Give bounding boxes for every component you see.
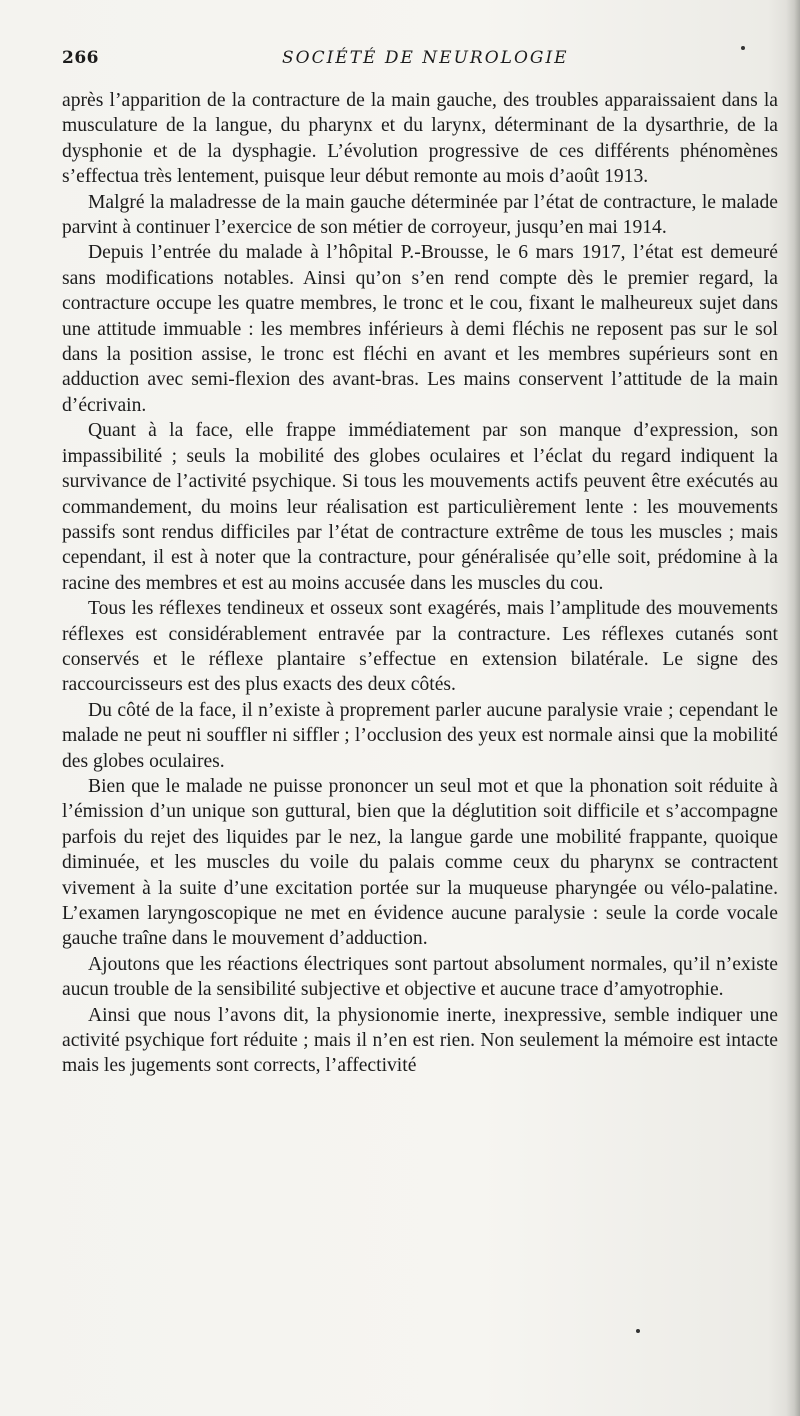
body-text xyxy=(62,88,778,1079)
ink-speck xyxy=(636,1329,640,1333)
page-edge-shadow xyxy=(786,0,800,1416)
running-head: SOCIÉTÉ DE NEUROLOGIE xyxy=(282,48,569,68)
paragraph: après l’apparition de la contracture de la main gauche, des troubles apparaissaient dans la musculature de la langue, du pharynx et du larynx, déterminant de la dysarthrie, de la dysphonie et de la dysphagie. L’évolution progressive de ces différents phénomènes s’effectua très lentement, puisque leur début remonte au mois d’août 1913. xyxy=(62,90,778,188)
paragraph: Quant à la face, elle frappe immédiatement par son manque d’expression, son impassibilité ; seuls la mobilité des globes oculaires et l’éclat du regard indiquent la survivance de l’activité psychique. Si tous les mouvements actifs peuvent être exécutés au commandement, du moins leur réalisation est particulièrement lente : les mouvements passifs sont rendus difficiles par l’état de contracture extrême de tous les muscles ; mais cependant, il est à noter que la contracture, pour généralisée qu’elle soit, prédomine à la racine des membres et est au moins accusée dans les muscles du cou. xyxy=(62,420,778,594)
paragraph: Depuis l’entrée du malade à l’hôpital P.-Brousse, le 6 mars 1917, l’état est demeuré sans modifications notables. Ainsi qu’on s’en rend compte dès le premier regard, la contracture occupe les quatre membres, le tronc et le cou, fixant le malheureux sujet dans une attitude immuable : les membres inférieurs à demi fléchis ne reposent pas sur le sol dans la position assise, le tronc est fléchi en avant et les membres supérieurs sont en adduction avec semi-flexion des avant-bras. Les mains conservent l’attitude de la main d’écrivain. xyxy=(62,242,778,416)
paragraph: Bien que le malade ne puisse prononcer un seul mot et que la phonation soit réduite à l’émission d’un unique son guttural, bien que la déglutition soit difficile et s’accompagne parfois du rejet des liquides par le nez, la langue garde une mobilité frappante, quoique diminuée, et les muscles du voile du palais comme ceux du pharynx se contractent vivement à la suite d’une excitation portée sur la muqueuse pharyngée ou vélo-palatine. L’examen laryngoscopique ne met en évidence aucune paralysie : seule la corde vocale gauche traîne dans le mouvement d’adduction. xyxy=(62,775,778,950)
paragraph: Du côté de la face, il n’existe à proprement parler aucune paralysie vraie ; cependant le malade ne peut ni souffler ni siffler ; l’occlusion des yeux est normale ainsi que la mobilité des globes oculaires. xyxy=(62,699,778,772)
ink-speck xyxy=(741,46,745,50)
paragraph: Malgré la maladresse de la main gauche déterminée par l’état de contracture, le malade parvint à continuer l’exercice de son métier de corroyeur, jusqu’en mai 1914. xyxy=(62,191,778,239)
paragraph: Tous les réflexes tendineux et osseux sont exagérés, mais l’amplitude des mouvements réflexes est considérablement entravée par la contracture. Les réflexes cutanés sont conservés et le réflexe plantaire s’effectue en extension bilatérale. Le signe des raccourcisseurs est des plus exacts des deux côtés. xyxy=(62,598,778,696)
paragraph: Ajoutons que les réactions électriques sont partout absolument normales, qu’il n’existe aucun trouble de la sensibilité subjective et objective et aucune trace d’amyotrophie. xyxy=(62,953,778,1001)
page-number: 266 xyxy=(62,48,99,68)
paragraph: Ainsi que nous l’avons dit, la physionomie inerte, inexpressive, semble indiquer une activité psychique fort réduite ; mais il n’en est rien. Non seulement la mémoire est intacte mais les jugements sont corrects, l’affectivité xyxy=(62,1004,778,1077)
page-header xyxy=(62,48,752,76)
